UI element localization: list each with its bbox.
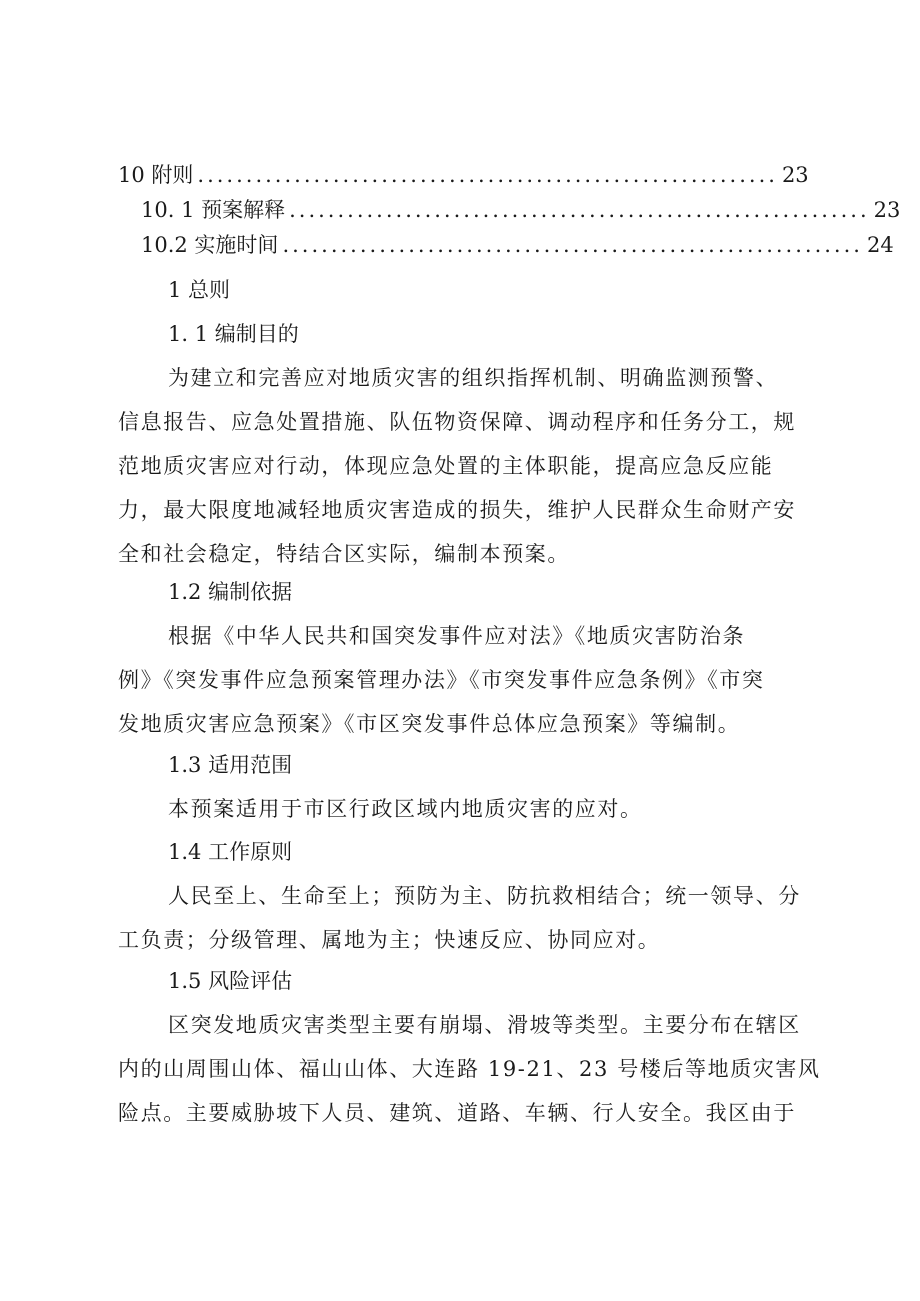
section-heading-risk: 1.5 风险评估 <box>168 969 293 993</box>
paragraph-line: 险点。主要威胁坡下人员、建筑、道路、车辆、行人安全。我区由于 <box>118 1101 796 1125</box>
paragraph-line: 范地质灾害应对行动，体现应急处置的主体职能，提高应急反应能 <box>118 454 774 478</box>
section-heading-scope: 1.3 适用范围 <box>168 753 293 777</box>
paragraph-basis <box>118 621 818 739</box>
toc-page-number: 24 <box>866 233 894 257</box>
toc-leader-dots: ............................................................ <box>282 233 863 257</box>
toc-entry[interactable] <box>118 160 809 190</box>
paragraph-risk <box>118 1010 821 1128</box>
section-heading-basis: 1.2 编制依据 <box>168 580 293 604</box>
paragraph-line: 发地质灾害应急预案》《市区突发事件总体应急预案》等编制。 <box>118 712 741 736</box>
paragraph-line: 工负责；分级管理、属地为主；快速反应、协同应对。 <box>118 928 661 952</box>
toc-entry-title: 10. 1 预案解释 <box>141 198 286 222</box>
paragraph-principles <box>118 881 818 955</box>
paragraph-line: 本预案适用于市区行政区域内地质灾害的应对。 <box>168 797 643 821</box>
section-heading-principles: 1.4 工作原则 <box>168 840 293 864</box>
paragraph-line: 例》《突发事件应急预案管理办法》《市突发事件应急条例》《市突 <box>118 668 765 692</box>
paragraph-line: 力，最大限度地减轻地质灾害造成的损失，维护人民群众生命财产安 <box>118 498 796 522</box>
toc-page-number: 23 <box>873 198 901 222</box>
paragraph-purpose <box>118 363 818 569</box>
paragraph-line: 为建立和完善应对地质灾害的组织指挥机制、明确监测预警、 <box>168 366 779 390</box>
toc-entry-title: 10.2 实施时间 <box>141 233 279 257</box>
paragraph-line: 区突发地质灾害类型主要有崩塌、滑坡等类型。主要分布在辖区 <box>168 1013 801 1037</box>
section-heading-purpose: 1. 1 编制目的 <box>168 322 299 346</box>
paragraph-scope <box>118 794 818 824</box>
toc-entry[interactable] <box>141 230 894 260</box>
toc-entry[interactable] <box>141 195 901 225</box>
paragraph-line: 内的山周围山体、福山山体、大连路 19-21、23 号楼后等地质灾害风 <box>118 1057 821 1081</box>
section-heading-general: 1 总则 <box>168 278 231 302</box>
toc-leader-dots: ............................................................ <box>289 198 870 222</box>
toc-entry-title: 10 附则 <box>118 163 194 187</box>
paragraph-line: 全和社会稳定，特结合区实际，编制本预案。 <box>118 542 570 566</box>
toc-page-number: 23 <box>781 163 809 187</box>
toc-leader-dots: ............................................................ <box>197 163 778 187</box>
paragraph-line: 信息报告、应急处置措施、队伍物资保障、调动程序和任务分工，规 <box>118 410 796 434</box>
paragraph-line: 人民至上、生命至上；预防为主、防抗救相结合；统一领导、分 <box>168 884 801 908</box>
paragraph-line: 根据《中华人民共和国突发事件应对法》《地质灾害防治条 <box>168 624 746 648</box>
